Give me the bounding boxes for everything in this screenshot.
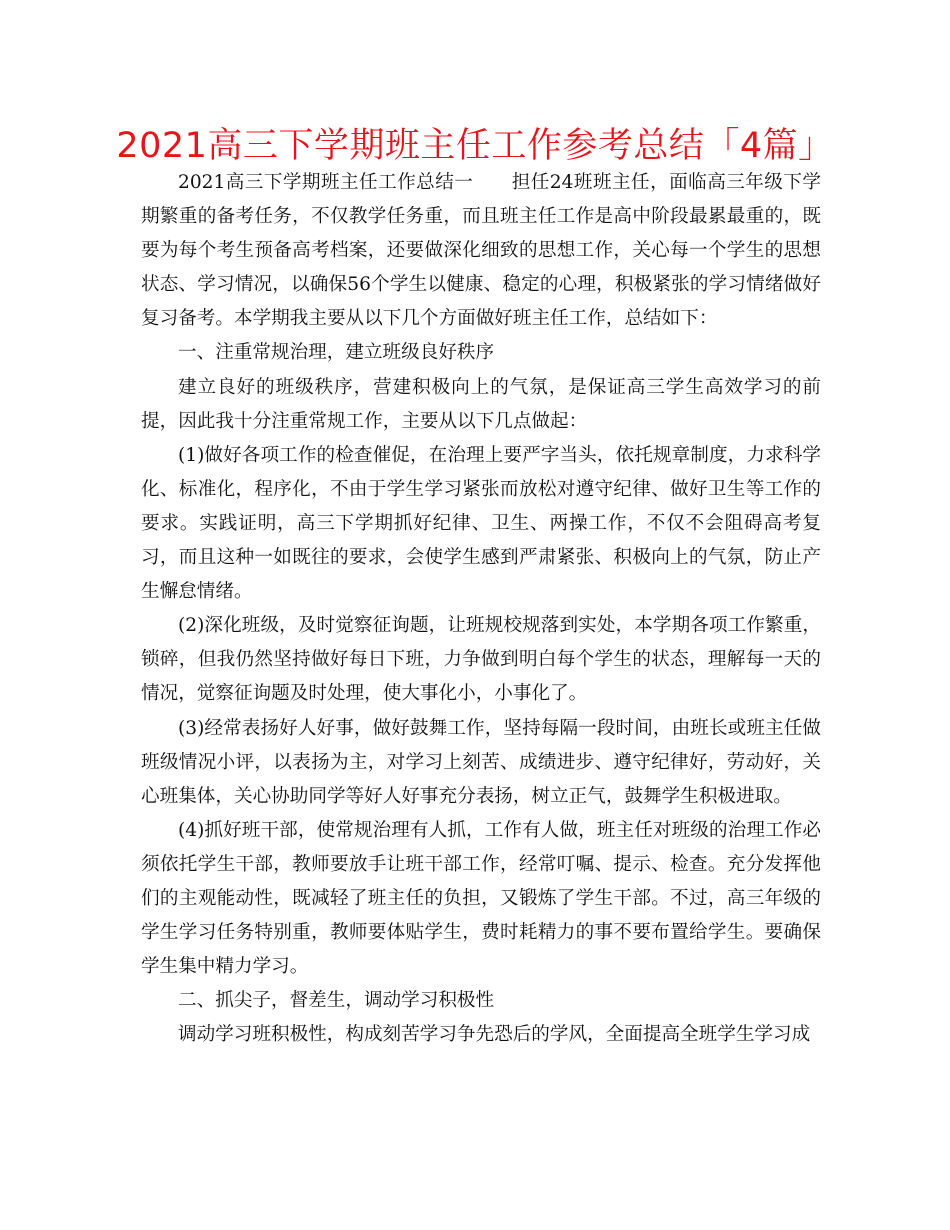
document-title: 2021高三下学期班主任工作参考总结「4篇」 [116,126,834,166]
body-paragraph: 调动学习班积极性，构成刻苦学习争先恐后的学风，全面提高全班学生学习成 [178,1024,811,1046]
body-paragraph: (3)经常表扬好人好事，做好鼓舞工作，坚持每隔一段时间，由班长或班主任做班级情况小评，以表扬为主，对学习上刻苦、成绩进步、遵守纪律好，劳动好，关心班集体，关心协助同学等好人好事充分表扬，树立正气，鼓舞学生积极进取。 [141,717,821,807]
intro-lead: 2021高三下学期班主任工作总结一 [178,172,474,193]
body-paragraph: (1)做好各项工作的检查催促，在治理上要严字当头，依托规章制度，力求科学化、标准化，程序化，不由于学生学习紧张而放松对遵守纪律、做好卫生等工作的要求。实践证明，高三下学期抓好纪律、卫生、两操工作，不仅不会阻碍高考复习，而且这种一如既往的要求，会使学生感到严肃紧张、积极向上的气氛，防止产生懈怠情绪。 [141,444,821,603]
intro-rest: 担任24班班主任，面临高三年级下学期繁重的备考任务，不仅教学任务重，而且班主任工作是高中阶段最累最重的，既要为每个考生预备高考档案，还要做深化细致的思想工作，关心每一个学生的思想状态、学习情况，以确保56个学生以健康、稳定的心理，积极紧张的学习情绪做好复习备考。本学期我主要从以下几个方面做好班主任工作，总结如下： [141,172,821,330]
body-paragraph: 建立良好的班级秩序，营建积极向上的气氛，是保证高三学生高效学习的前提，因此我十分注重常规工作，主要从以下几点做起： [141,376,821,432]
intro-paragraph [141,166,821,336]
body-paragraph: (4)抓好班干部，使常规治理有人抓，工作有人做，班主任对班级的治理工作必须依托学生干部，教师要放手让班干部工作，经常叮嘱、提示、检查。充分发挥他们的主观能动性，既减轻了班主任的负担，又锻炼了学生干部。不过，高三年级的学生学习任务特别重，教师要体贴学生，费时耗精力的事不要布置给学生。要确保学生集中精力学习。 [141,819,821,978]
body-paragraph: (2)深化班级，及时觉察征询题，让班规校规落到实处，本学期各项工作繁重，锁碎，但我仍然坚持做好每日下班，力争做到明白每个学生的状态，理解每一天的情况，觉察征询题及时处理，使大事化小，小事化了。 [141,615,821,705]
section-heading-1: 一、注重常规治理，建立班级良好秩序 [178,342,495,364]
document-body [141,166,821,1052]
section-heading-2: 二、抓尖子，督差生，调动学习积极性 [178,990,495,1012]
